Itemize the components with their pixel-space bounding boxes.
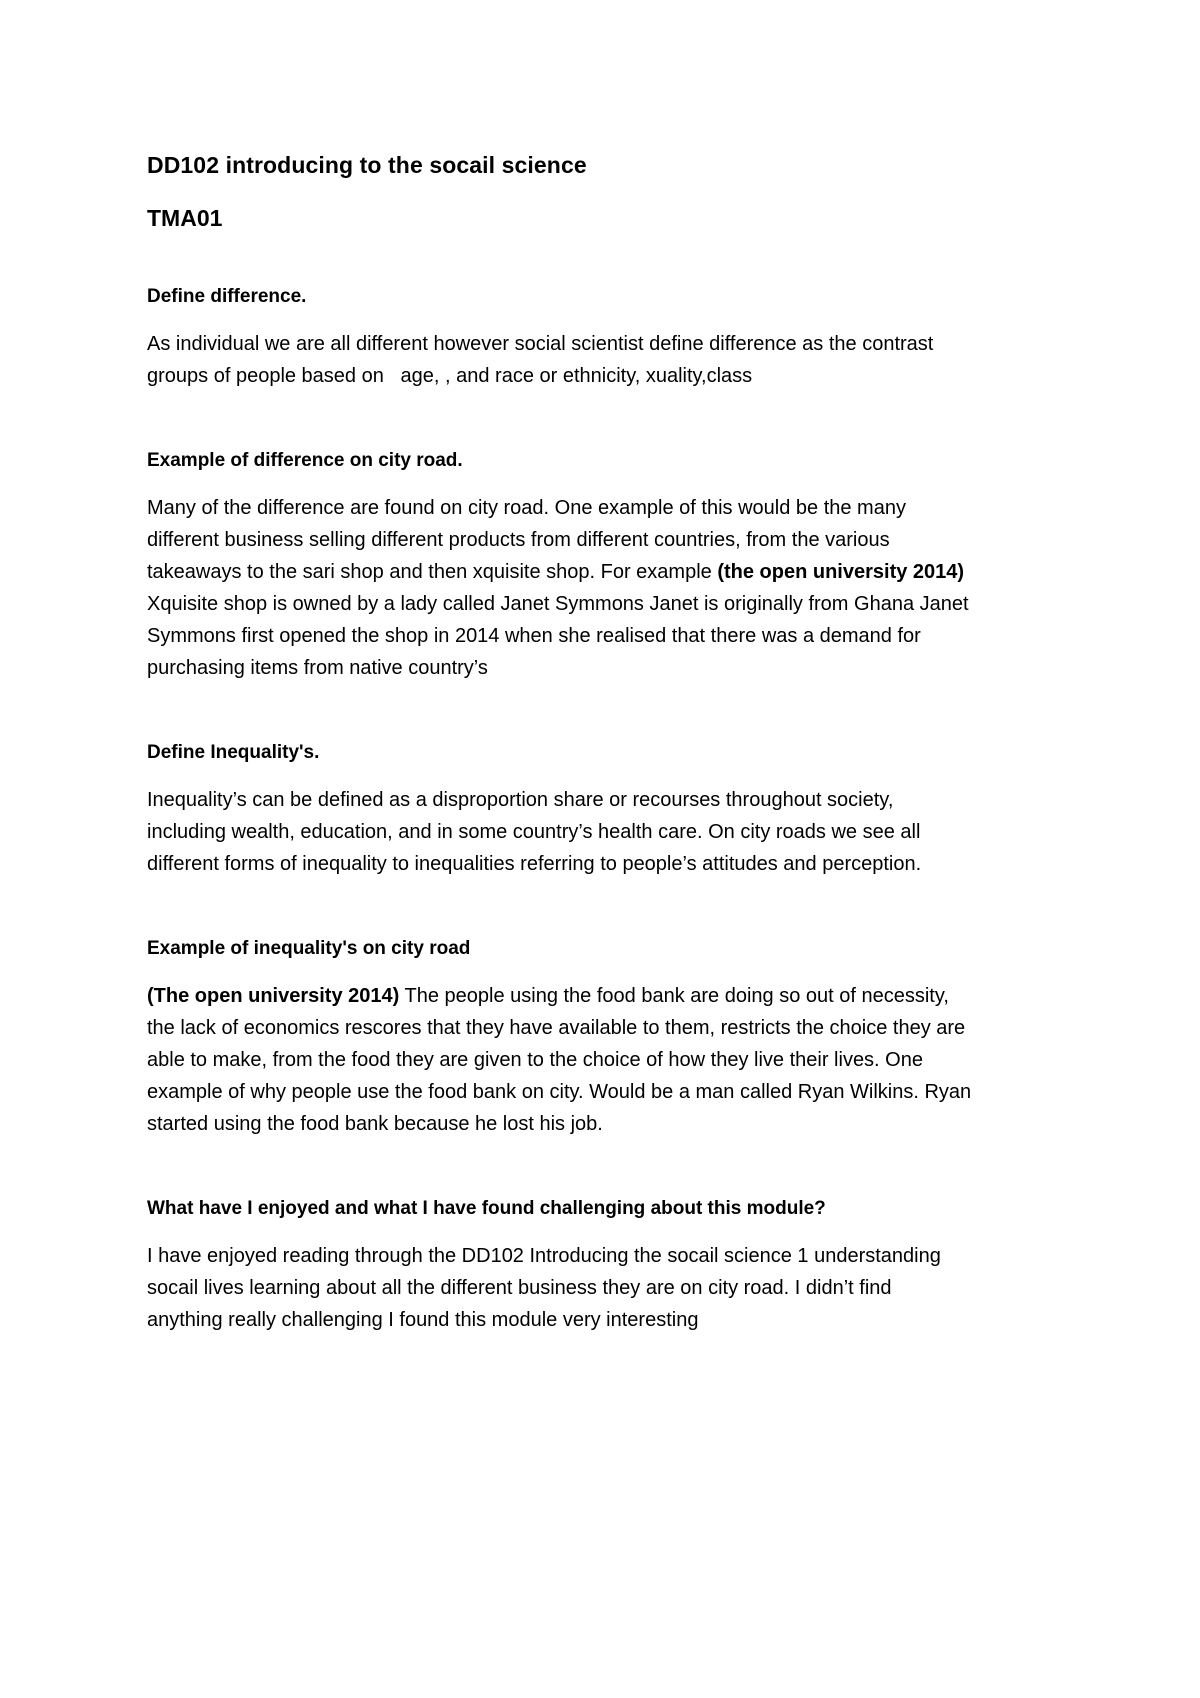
- section-body: [147, 980, 1067, 1140]
- section-body: [147, 328, 1067, 392]
- body-line: takeaways to the sari shop and then xquisite shop. For example: [147, 561, 718, 583]
- body-line: example of why people use the food bank on city. Would be a man called Ryan Wilkins. Ryan: [147, 1081, 972, 1103]
- body-line: purchasing items from native country’s: [147, 657, 488, 679]
- body-line: the lack of economics rescores that they have available to them, restricts the choice they are: [147, 1017, 966, 1039]
- section-module-reflection: [147, 1194, 1067, 1336]
- body-line: anything really challenging I found this module very interesting: [147, 1309, 699, 1331]
- body-line: Symmons first opened the shop in 2014 when she realised that there was a demand for: [147, 625, 921, 647]
- document-content: [147, 148, 1067, 1336]
- section-heading: Define Inequality's.: [147, 742, 320, 763]
- body-line: Inequality’s can be defined as a disproportion share or recourses throughout society,: [147, 789, 894, 811]
- body-line: socail lives learning about all the different business they are on city road. I didn’t find: [147, 1277, 892, 1299]
- document-title: DD102 introducing to the socail science: [147, 152, 587, 178]
- body-line: The people using the food bank are doing so out of necessity,: [399, 985, 949, 1007]
- section-heading: What have I enjoyed and what I have found challenging about this module?: [147, 1198, 826, 1219]
- body-line: I have enjoyed reading through the DD102 Introducing the socail science 1 understanding: [147, 1245, 941, 1267]
- section-heading: Define difference.: [147, 286, 307, 307]
- document-subtitle: TMA01: [147, 205, 223, 231]
- citation: (the open university 2014): [717, 561, 965, 583]
- body-line: groups of people based on age, , and race or ethnicity, xuality,class: [147, 365, 753, 387]
- section-heading: Example of difference on city road.: [147, 450, 463, 471]
- body-line: different business selling different products from different countries, from the various: [147, 529, 890, 551]
- section-define-difference: [147, 282, 1067, 392]
- section-body: [147, 784, 1067, 880]
- body-line: able to make, from the food they are given to the choice of how they live their lives. One: [147, 1049, 923, 1071]
- body-line: different forms of inequality to inequalities referring to people’s attitudes and perception.: [147, 853, 922, 875]
- body-line: As individual we are all different however social scientist define difference as the contrast: [147, 333, 934, 355]
- body-line: Xquisite shop is owned by a lady called Janet Symmons Janet is originally from Ghana Janet: [147, 593, 969, 615]
- body-line: started using the food bank because he lost his job.: [147, 1113, 603, 1135]
- body-line: Many of the difference are found on city road. One example of this would be the many: [147, 497, 906, 519]
- section-body: [147, 1240, 1067, 1336]
- section-example-inequality: [147, 934, 1067, 1140]
- section-define-inequality: [147, 738, 1067, 880]
- section-heading: Example of inequality's on city road: [147, 938, 471, 959]
- section-example-difference: [147, 446, 1067, 684]
- citation: (The open university 2014): [147, 985, 400, 1007]
- body-line: including wealth, education, and in some country’s health care. On city roads we see all: [147, 821, 921, 843]
- section-body: [147, 492, 1067, 684]
